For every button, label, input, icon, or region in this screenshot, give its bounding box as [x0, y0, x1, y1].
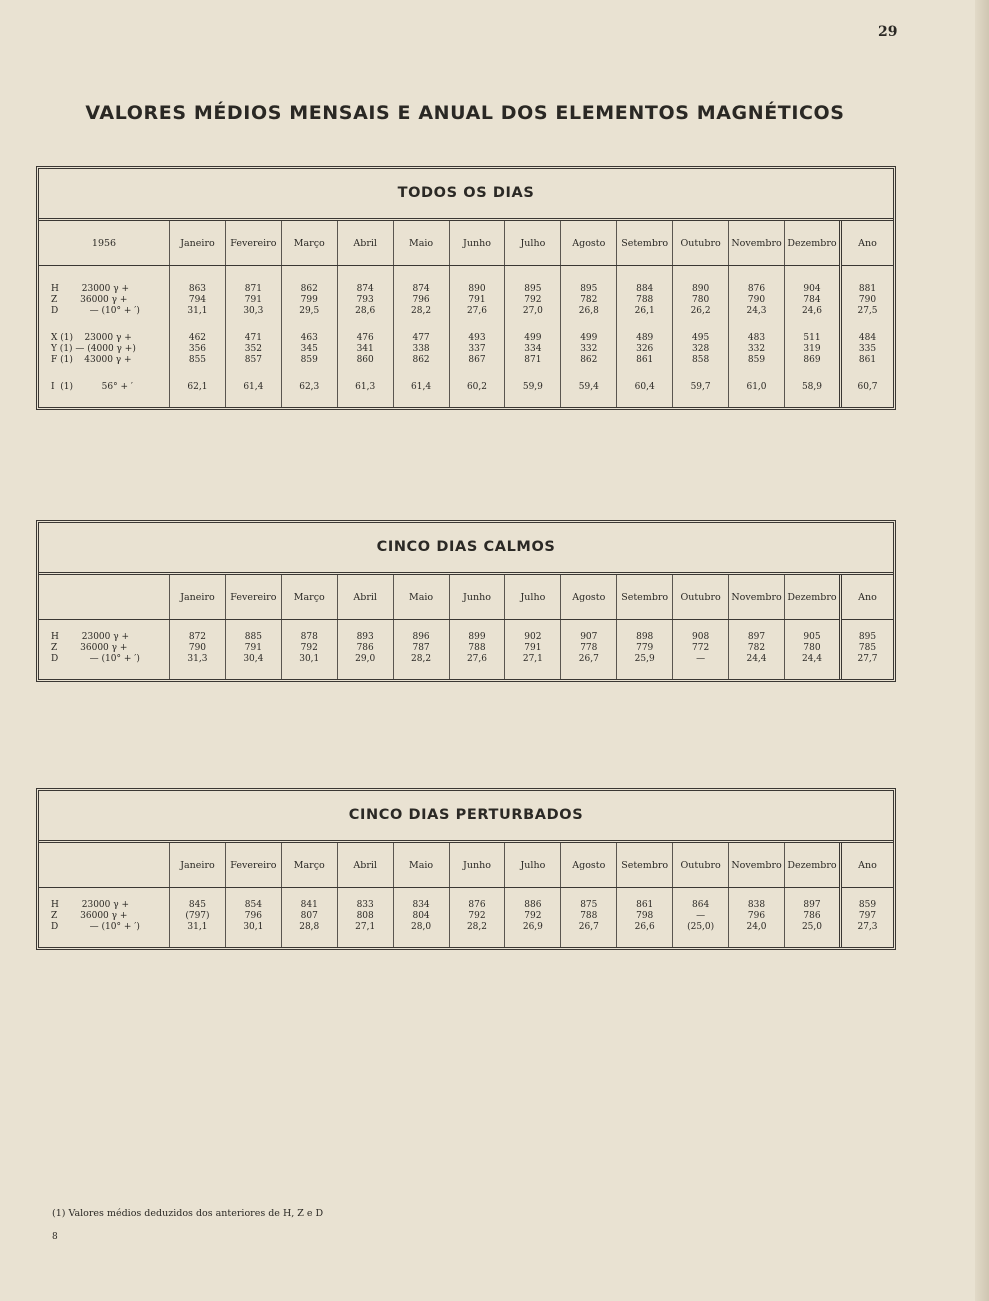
year-header: 1956 — [39, 221, 170, 266]
row-labels — [39, 374, 170, 407]
value-cell: 884 788 26,1 — [617, 266, 673, 326]
value-cell: 61,0 — [729, 374, 785, 407]
row-label: H 23000 γ + — [51, 284, 130, 294]
value-cell: 899 788 27,6 — [449, 620, 505, 680]
month-header: Abril — [337, 843, 393, 888]
month-header: Setembro — [617, 221, 673, 266]
table-row — [39, 888, 893, 948]
month-header: Dezembro — [784, 221, 840, 266]
value-cell: 898 779 25,9 — [617, 620, 673, 680]
row-labels — [39, 888, 170, 948]
month-header: Novembro — [729, 575, 785, 620]
value-cell: 861 798 26,6 — [617, 888, 673, 948]
table-title: CINCO DIAS CALMOS — [39, 523, 893, 575]
value-cell: 862 799 29,5 — [281, 266, 337, 326]
value-cell: 895 782 26,8 — [561, 266, 617, 326]
month-header: Setembro — [617, 575, 673, 620]
month-header: Dezembro — [784, 843, 840, 888]
value-cell: 62,3 — [281, 374, 337, 407]
month-header: Setembro — [617, 843, 673, 888]
row-label: I (1) 56° + ′ — [51, 382, 133, 392]
month-header: Fevereiro — [225, 221, 281, 266]
month-header: Maio — [393, 575, 449, 620]
value-cell: 908 772 — — [673, 620, 729, 680]
page-number: 29 — [878, 24, 898, 40]
month-header: Fevereiro — [225, 843, 281, 888]
value-cell: 863 794 31,1 — [170, 266, 226, 326]
value-cell: 499 332 862 — [561, 325, 617, 374]
row-labels — [39, 266, 170, 326]
value-cell: 895 792 27,0 — [505, 266, 561, 326]
value-cell: 61,4 — [393, 374, 449, 407]
month-header: Julho — [505, 575, 561, 620]
table-cinco-dias-calmos — [36, 520, 896, 682]
header-row — [39, 575, 893, 620]
value-cell: 59,9 — [505, 374, 561, 407]
data-table — [39, 843, 893, 947]
month-header: Agosto — [561, 843, 617, 888]
value-cell: 897 782 24,4 — [729, 620, 785, 680]
value-cell: 58,9 — [784, 374, 840, 407]
table-row — [39, 620, 893, 680]
month-header: Julho — [505, 843, 561, 888]
value-cell: 902 791 27,1 — [505, 620, 561, 680]
year-value-cell: 60,7 — [841, 374, 894, 407]
value-cell: 60,4 — [617, 374, 673, 407]
table-row — [39, 266, 893, 326]
row-label: D — (10° + ′) — [51, 306, 140, 316]
page-title: VALORES MÉDIOS MENSAIS E ANUAL DOS ELEMENTOS MAGNÉTICOS — [85, 102, 845, 124]
year-value-cell: 881 790 27,5 — [841, 266, 894, 326]
value-cell: 477 338 862 — [393, 325, 449, 374]
month-header: Outubro — [673, 843, 729, 888]
value-cell: 864 — (25,0) — [673, 888, 729, 948]
value-cell: 61,3 — [337, 374, 393, 407]
month-header: Maio — [393, 221, 449, 266]
data-table — [39, 221, 893, 407]
value-cell: 471 352 857 — [225, 325, 281, 374]
row-label: H 23000 γ + — [51, 900, 130, 910]
month-header: Janeiro — [170, 221, 226, 266]
value-cell: 874 796 28,2 — [393, 266, 449, 326]
month-header: Novembro — [729, 221, 785, 266]
footnote: (1) Valores médios deduzidos dos anteriores de H, Z e D — [52, 1208, 324, 1219]
row-label: X (1) 23000 γ + — [51, 333, 132, 343]
value-cell: 896 787 28,2 — [393, 620, 449, 680]
value-cell: 483 332 859 — [729, 325, 785, 374]
value-cell: 59,7 — [673, 374, 729, 407]
value-cell: 845 (797) 31,1 — [170, 888, 226, 948]
row-label: H 23000 γ + — [51, 632, 130, 642]
table-cinco-dias-perturbados — [36, 788, 896, 950]
month-header: Junho — [449, 221, 505, 266]
value-cell: 907 778 26,7 — [561, 620, 617, 680]
month-header: Abril — [337, 575, 393, 620]
value-cell: 61,4 — [225, 374, 281, 407]
value-cell: 885 791 30,4 — [225, 620, 281, 680]
table-row — [39, 325, 893, 374]
year-value-cell: 859 797 27,3 — [841, 888, 894, 948]
row-label: Y (1) — (4000 γ +) — [51, 344, 136, 354]
value-cell: 62,1 — [170, 374, 226, 407]
value-cell: 854 796 30,1 — [225, 888, 281, 948]
month-header: Julho — [505, 221, 561, 266]
value-cell: 875 788 26,7 — [561, 888, 617, 948]
month-header: Outubro — [673, 221, 729, 266]
month-header: Janeiro — [170, 843, 226, 888]
month-header: Junho — [449, 843, 505, 888]
value-cell: 834 804 28,0 — [393, 888, 449, 948]
month-header: Maio — [393, 843, 449, 888]
value-cell: 499 334 871 — [505, 325, 561, 374]
value-cell: 462 356 855 — [170, 325, 226, 374]
value-cell: 493 337 867 — [449, 325, 505, 374]
row-label: F (1) 43000 γ + — [51, 355, 132, 365]
page-edge — [975, 0, 989, 1301]
row-label: D — (10° + ′) — [51, 654, 140, 664]
year-value-cell: 895 785 27,7 — [841, 620, 894, 680]
month-header: Março — [281, 221, 337, 266]
row-label: Z 36000 γ + — [51, 643, 128, 653]
row-label: Z 36000 γ + — [51, 911, 128, 921]
data-table — [39, 575, 893, 679]
month-header: Março — [281, 843, 337, 888]
value-cell: 876 792 28,2 — [449, 888, 505, 948]
value-cell: 874 793 28,6 — [337, 266, 393, 326]
value-cell: 897 786 25,0 — [784, 888, 840, 948]
page-mark: 8 — [52, 1232, 58, 1242]
value-cell: 838 796 24,0 — [729, 888, 785, 948]
month-header: Novembro — [729, 843, 785, 888]
value-cell: 876 790 24,3 — [729, 266, 785, 326]
table-title: TODOS OS DIAS — [39, 169, 893, 221]
value-cell: 489 326 861 — [617, 325, 673, 374]
value-cell: 872 790 31,3 — [170, 620, 226, 680]
value-cell: 833 808 27,1 — [337, 888, 393, 948]
label-header — [39, 575, 170, 620]
value-cell: 841 807 28,8 — [281, 888, 337, 948]
value-cell: 904 784 24,6 — [784, 266, 840, 326]
year-value-cell: 484 335 861 — [841, 325, 894, 374]
header-row — [39, 221, 893, 266]
month-header: Fevereiro — [225, 575, 281, 620]
value-cell: 476 341 860 — [337, 325, 393, 374]
month-header: Abril — [337, 221, 393, 266]
value-cell: 878 792 30,1 — [281, 620, 337, 680]
value-cell: 60,2 — [449, 374, 505, 407]
value-cell: 495 328 858 — [673, 325, 729, 374]
year-total-header: Ano — [841, 575, 894, 620]
value-cell: 905 780 24,4 — [784, 620, 840, 680]
table-title: CINCO DIAS PERTURBADOS — [39, 791, 893, 843]
value-cell: 893 786 29,0 — [337, 620, 393, 680]
month-header: Agosto — [561, 221, 617, 266]
header-row — [39, 843, 893, 888]
year-total-header: Ano — [841, 221, 894, 266]
value-cell: 871 791 30,3 — [225, 266, 281, 326]
row-labels — [39, 620, 170, 680]
year-total-header: Ano — [841, 843, 894, 888]
month-header: Janeiro — [170, 575, 226, 620]
value-cell: 890 791 27,6 — [449, 266, 505, 326]
row-label: D — (10° + ′) — [51, 922, 140, 932]
month-header: Junho — [449, 575, 505, 620]
month-header: Dezembro — [784, 575, 840, 620]
month-header: Outubro — [673, 575, 729, 620]
value-cell: 886 792 26,9 — [505, 888, 561, 948]
value-cell: 890 780 26,2 — [673, 266, 729, 326]
label-header — [39, 843, 170, 888]
value-cell: 511 319 869 — [784, 325, 840, 374]
table-todos-os-dias — [36, 166, 896, 410]
month-header: Agosto — [561, 575, 617, 620]
month-header: Março — [281, 575, 337, 620]
value-cell: 463 345 859 — [281, 325, 337, 374]
row-labels — [39, 325, 170, 374]
row-label: Z 36000 γ + — [51, 295, 128, 305]
table-row — [39, 374, 893, 407]
value-cell: 59,4 — [561, 374, 617, 407]
